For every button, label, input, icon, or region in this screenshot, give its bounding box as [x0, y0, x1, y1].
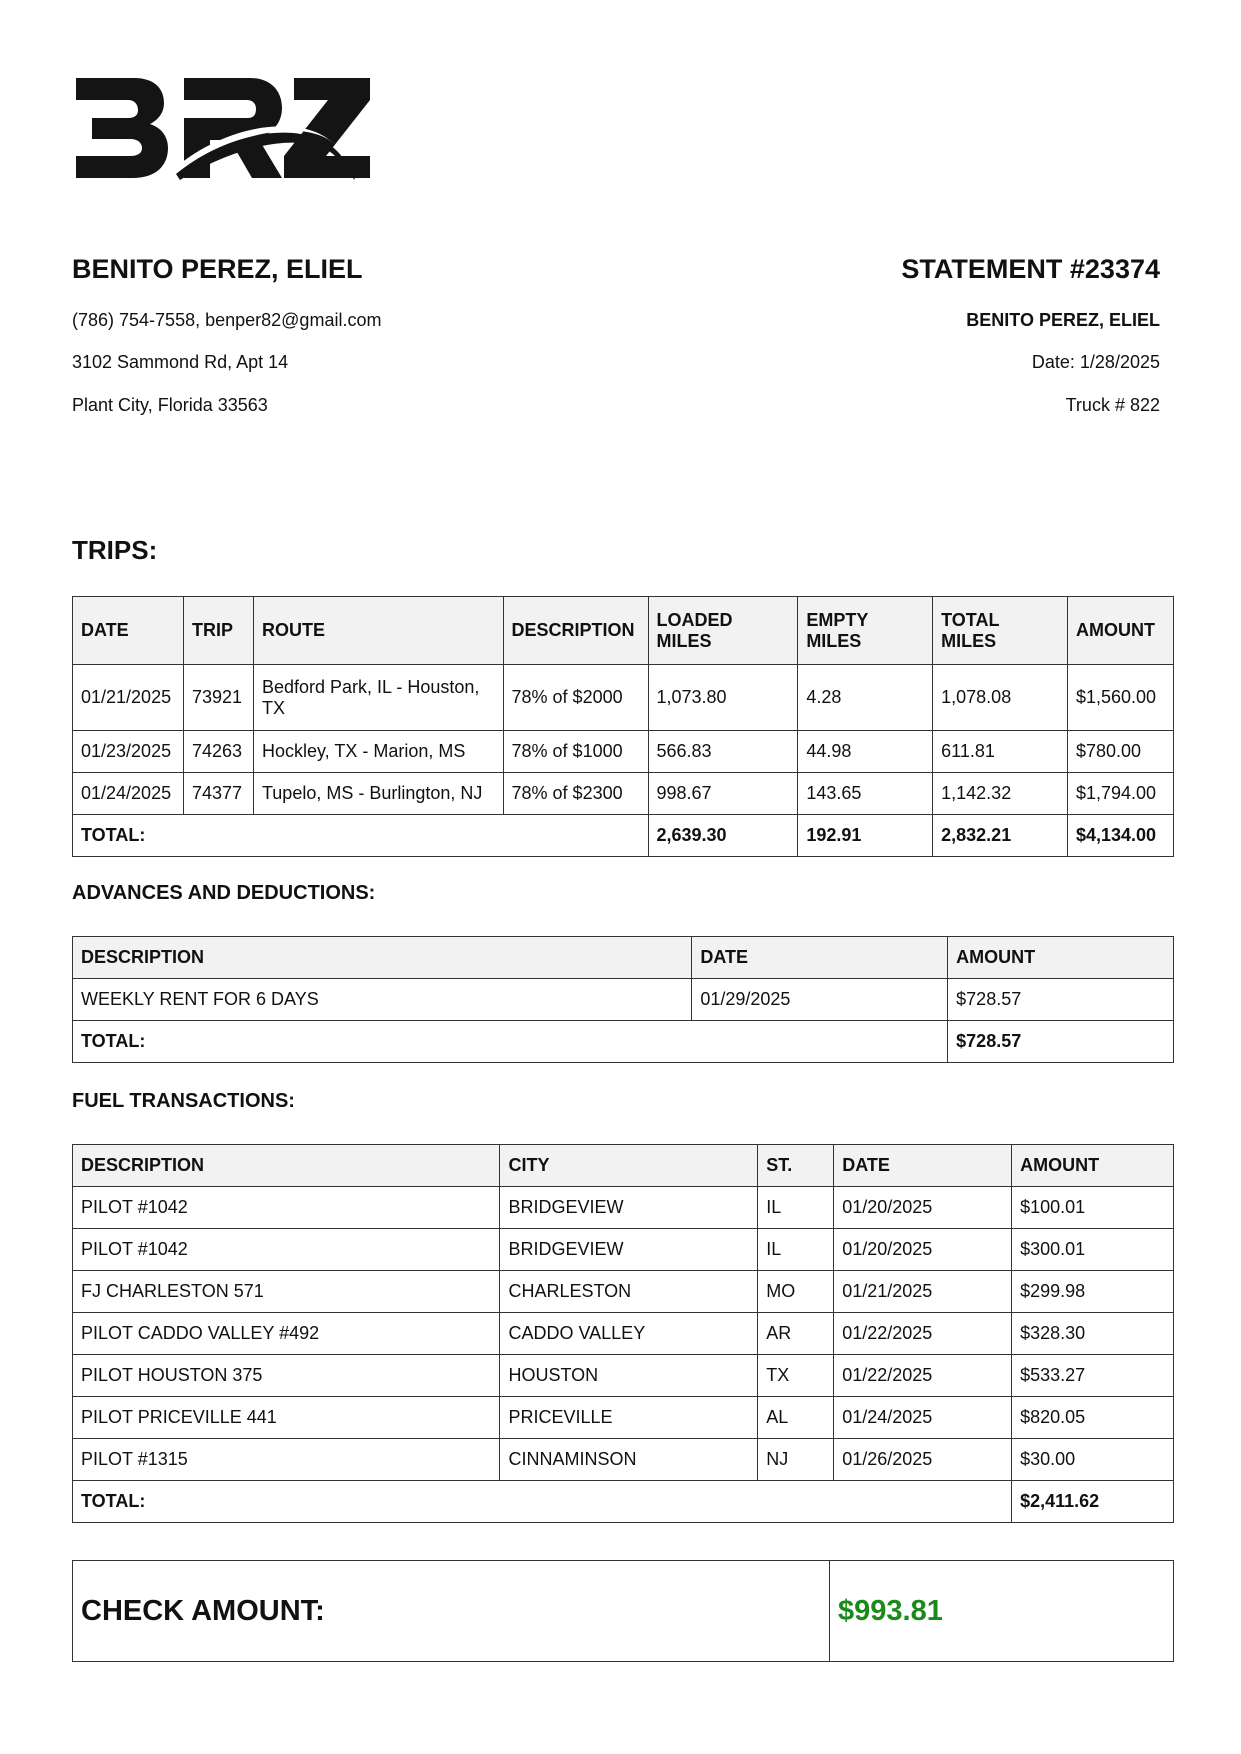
fuel-date: 01/20/2025 — [834, 1229, 1012, 1271]
brz-logo-mark — [72, 76, 382, 191]
advances-total-label: TOTAL: — [73, 1021, 948, 1063]
trip-date: 01/21/2025 — [73, 665, 184, 731]
col-date-header: DATE — [73, 597, 184, 665]
check-amount-box — [72, 1560, 1174, 1662]
driver-name-heading: BENITO PEREZ, ELIEL — [72, 254, 363, 284]
advances-table — [72, 936, 1174, 1063]
table-row — [73, 773, 1174, 815]
fuel-amount: $299.98 — [1012, 1271, 1174, 1313]
trip-total-miles: 1,142.32 — [933, 773, 1068, 815]
trip-total-miles: 1,078.08 — [933, 665, 1068, 731]
fuel-state: TX — [758, 1355, 834, 1397]
trips-total-empty: 192.91 — [798, 815, 933, 857]
fuel-city: BRIDGEVIEW — [500, 1187, 758, 1229]
fuel-description: PILOT CADDO VALLEY #492 — [73, 1313, 500, 1355]
fuel-city: HOUSTON — [500, 1355, 758, 1397]
fuel-state: NJ — [758, 1439, 834, 1481]
fuel-description: PILOT #1315 — [73, 1439, 500, 1481]
table-row — [73, 731, 1174, 773]
trip-empty-miles: 44.98 — [798, 731, 933, 773]
trip-description: 78% of $2000 — [503, 665, 648, 731]
trip-date: 01/23/2025 — [73, 731, 184, 773]
advances-title: ADVANCES AND DEDUCTIONS: — [72, 882, 376, 904]
fuel-description: PILOT HOUSTON 375 — [73, 1355, 500, 1397]
col-description-header: DESCRIPTION — [73, 937, 692, 979]
trip-route: Bedford Park, IL - Houston, TX — [253, 665, 503, 731]
fuel-amount: $300.01 — [1012, 1229, 1174, 1271]
col-route-header: ROUTE — [253, 597, 503, 665]
trip-description: 78% of $2300 — [503, 773, 648, 815]
col-amount-header: AMOUNT — [948, 937, 1174, 979]
fuel-total-row — [73, 1481, 1174, 1523]
fuel-state: IL — [758, 1229, 834, 1271]
fuel-city: CINNAMINSON — [500, 1439, 758, 1481]
trips-total-loaded: 2,639.30 — [648, 815, 798, 857]
fuel-date: 01/26/2025 — [834, 1439, 1012, 1481]
col-description-header: DESCRIPTION — [503, 597, 648, 665]
table-row — [73, 1397, 1174, 1439]
fuel-description: PILOT #1042 — [73, 1187, 500, 1229]
check-amount-label: CHECK AMOUNT: — [73, 1561, 830, 1661]
fuel-amount: $30.00 — [1012, 1439, 1174, 1481]
fuel-table — [72, 1144, 1174, 1523]
fuel-state: IL — [758, 1187, 834, 1229]
fuel-city: BRIDGEVIEW — [500, 1229, 758, 1271]
fuel-city: PRICEVILLE — [500, 1397, 758, 1439]
advances-header-row — [73, 937, 1174, 979]
trip-empty-miles: 4.28 — [798, 665, 933, 731]
fuel-total-label: TOTAL: — [73, 1481, 1012, 1523]
fuel-amount: $533.27 — [1012, 1355, 1174, 1397]
fuel-description: FJ CHARLESTON 571 — [73, 1271, 500, 1313]
trips-total-amount: $4,134.00 — [1067, 815, 1173, 857]
trip-number: 73921 — [183, 665, 253, 731]
advance-date: 01/29/2025 — [692, 979, 948, 1021]
fuel-amount: $820.05 — [1012, 1397, 1174, 1439]
fuel-description: PILOT PRICEVILLE 441 — [73, 1397, 500, 1439]
fuel-total-amount: $2,411.62 — [1012, 1481, 1174, 1523]
trips-total-miles: 2,832.21 — [933, 815, 1068, 857]
trips-title: TRIPS: — [72, 535, 158, 565]
fuel-date: 01/21/2025 — [834, 1271, 1012, 1313]
trips-table — [72, 596, 1174, 857]
fuel-description: PILOT #1042 — [73, 1229, 500, 1271]
col-city-header: CITY — [500, 1145, 758, 1187]
statement-title: STATEMENT #23374 — [901, 254, 1160, 284]
trip-loaded-miles: 998.67 — [648, 773, 798, 815]
fuel-amount: $328.30 — [1012, 1313, 1174, 1355]
col-total-miles-header: TOTAL MILES — [933, 597, 1068, 665]
trip-total-miles: 611.81 — [933, 731, 1068, 773]
fuel-state: AR — [758, 1313, 834, 1355]
driver-address-line1: 3102 Sammond Rd, Apt 14 — [72, 352, 289, 372]
fuel-state: AL — [758, 1397, 834, 1439]
table-row — [73, 1271, 1174, 1313]
fuel-amount: $100.01 — [1012, 1187, 1174, 1229]
table-row — [73, 1229, 1174, 1271]
col-date-header: DATE — [692, 937, 948, 979]
advance-description: WEEKLY RENT FOR 6 DAYS — [73, 979, 692, 1021]
truck-number: Truck # 822 — [1065, 395, 1160, 415]
fuel-city: CADDO VALLEY — [500, 1313, 758, 1355]
trip-amount: $780.00 — [1067, 731, 1173, 773]
table-row — [73, 1355, 1174, 1397]
col-trip-header: TRIP — [183, 597, 253, 665]
trip-loaded-miles: 566.83 — [648, 731, 798, 773]
table-row — [73, 1439, 1174, 1481]
check-amount-value: $993.81 — [838, 1594, 943, 1627]
trip-amount: $1,794.00 — [1067, 773, 1173, 815]
fuel-title: FUEL TRANSACTIONS: — [72, 1090, 295, 1112]
trip-date: 01/24/2025 — [73, 773, 184, 815]
trips-header-row — [73, 597, 1174, 665]
advances-total-amount: $728.57 — [948, 1021, 1174, 1063]
table-row — [73, 665, 1174, 731]
fuel-city: CHARLESTON — [500, 1271, 758, 1313]
trip-loaded-miles: 1,073.80 — [648, 665, 798, 731]
col-amount-header: AMOUNT — [1012, 1145, 1174, 1187]
col-amount-header: AMOUNT — [1067, 597, 1173, 665]
fuel-header-row — [73, 1145, 1174, 1187]
advances-total-row — [73, 1021, 1174, 1063]
trip-number: 74377 — [183, 773, 253, 815]
col-description-header: DESCRIPTION — [73, 1145, 500, 1187]
trips-total-label: TOTAL: — [73, 815, 649, 857]
driver-contact: (786) 754-7558, benper82@gmail.com — [72, 310, 382, 330]
fuel-state: MO — [758, 1271, 834, 1313]
fuel-date: 01/24/2025 — [834, 1397, 1012, 1439]
fuel-date: 01/22/2025 — [834, 1355, 1012, 1397]
table-row — [73, 1187, 1174, 1229]
trip-route: Hockley, TX - Marion, MS — [253, 731, 503, 773]
driver-address-line2: Plant City, Florida 33563 — [72, 395, 268, 415]
col-state-header: ST. — [758, 1145, 834, 1187]
advance-amount: $728.57 — [948, 979, 1174, 1021]
trip-description: 78% of $1000 — [503, 731, 648, 773]
statement-date: Date: 1/28/2025 — [1031, 352, 1160, 372]
table-row — [73, 979, 1174, 1021]
col-date-header: DATE — [834, 1145, 1012, 1187]
trip-route: Tupelo, MS - Burlington, NJ — [253, 773, 503, 815]
fuel-date: 01/22/2025 — [834, 1313, 1012, 1355]
col-empty-miles-header: EMPTY MILES — [798, 597, 933, 665]
trip-number: 74263 — [183, 731, 253, 773]
company-logo — [72, 76, 382, 191]
statement-driver-name: BENITO PEREZ, ELIEL — [966, 310, 1160, 330]
fuel-date: 01/20/2025 — [834, 1187, 1012, 1229]
table-row — [73, 1313, 1174, 1355]
col-loaded-miles-header: LOADED MILES — [648, 597, 798, 665]
trips-total-row — [73, 815, 1174, 857]
trip-empty-miles: 143.65 — [798, 773, 933, 815]
trip-amount: $1,560.00 — [1067, 665, 1173, 731]
